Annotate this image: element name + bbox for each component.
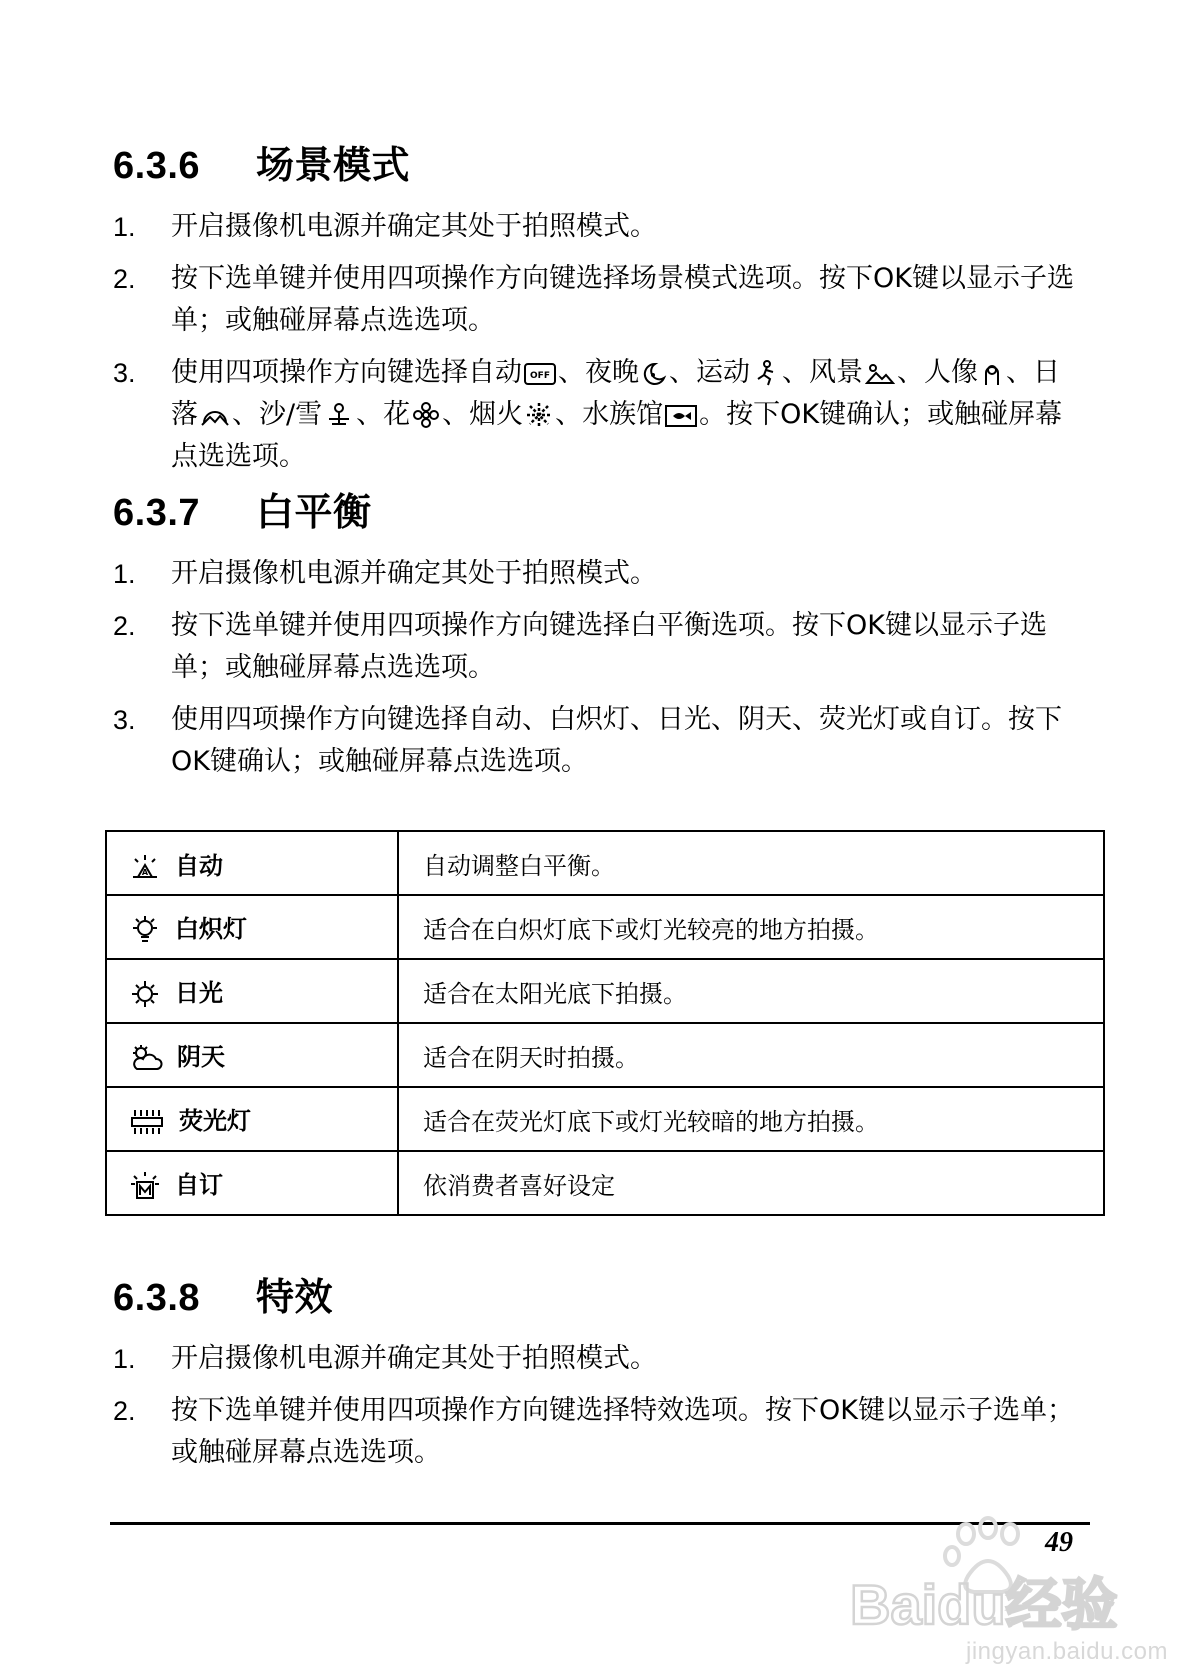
wb-daylight-icon <box>129 979 161 1009</box>
section-title-6-3-7 <box>113 481 372 536</box>
list-item: 2. 按下选单键并使用四项操作方向键选择场景模式选项。按下OK键以显示子选单；或触碰屏幕点选选项。 <box>113 263 1074 336</box>
scene-sunset-icon <box>200 403 230 429</box>
table-row: 荧光灯 适合在荧光灯底下或灯光较暗的地方拍摄。 <box>106 1087 1104 1151</box>
scene-night-icon <box>641 361 667 387</box>
svg-text:OFF: OFF <box>530 371 550 381</box>
baidu-watermark-logo <box>848 1516 1120 1636</box>
section-number: 6.3.7 <box>113 492 201 534</box>
section-title-6-3-6 <box>113 134 410 189</box>
wb-cloudy-icon <box>129 1043 163 1073</box>
page-number: 49 <box>1045 1527 1073 1558</box>
list-item: 3. 使用四项操作方向键选择自动 OFF 、夜晚 、运动 、风景 、人像 、日落 、沙/雪 、花 、烟火 、水族馆 。按下OK键确认；或触碰屏幕点选选项。 <box>113 357 1063 472</box>
wb-fluorescent-icon <box>129 1107 165 1137</box>
table-row: 自订 依消费者喜好设定 <box>106 1151 1104 1215</box>
scene-flower-icon <box>412 401 440 429</box>
scene-auto-off-icon <box>524 361 556 387</box>
wb-custom-icon <box>129 1171 161 1201</box>
section-title-6-3-8 <box>113 1266 333 1321</box>
white-balance-table <box>105 830 1105 1216</box>
section-heading: 特效 <box>256 1275 334 1319</box>
section-heading: 白平衡 <box>256 490 372 534</box>
effects-steps <box>113 1338 1083 1484</box>
table-row: 白炽灯 适合在白炽灯底下或灯光较亮的地方拍摄。 <box>106 895 1104 959</box>
watermark-url: jingyan.baidu.com <box>966 1638 1168 1665</box>
list-item: 1. 开启摄像机电源并确定其处于拍照模式。 <box>113 1343 657 1374</box>
wb-auto-icon <box>129 853 161 881</box>
section-heading: 场景模式 <box>256 143 411 187</box>
white-balance-steps <box>113 553 1083 793</box>
list-item: 3. 使用四项操作方向键选择自动、白炽灯、日光、阴天、荧光灯或自订。按下OK键确认；或触碰屏幕点选选项。 <box>113 704 1062 777</box>
scene-portrait-icon <box>980 359 1004 387</box>
section-number: 6.3.6 <box>113 145 201 187</box>
list-item: 1. 开启摄像机电源并确定其处于拍照模式。 <box>113 558 657 589</box>
wb-incandescent-icon <box>129 915 161 945</box>
scene-fireworks-icon <box>525 401 553 429</box>
scene-sport-icon <box>752 359 780 387</box>
list-item: 2. 按下选单键并使用四项操作方向键选择白平衡选项。按下OK键以显示子选单；或触碰屏幕点选选项。 <box>113 610 1047 683</box>
scene-mode-steps <box>113 206 1083 488</box>
list-item: 1. 开启摄像机电源并确定其处于拍照模式。 <box>113 211 657 242</box>
table-row: 阴天 适合在阴天时拍摄。 <box>106 1023 1104 1087</box>
table-row: 日光 适合在太阳光底下拍摄。 <box>106 959 1104 1023</box>
list-item: 2. 按下选单键并使用四项操作方向键选择特效选项。按下OK键以显示子选单；或触碰屏幕点选选项。 <box>113 1395 1074 1468</box>
scene-landscape-icon <box>865 361 895 387</box>
svg-text:A: A <box>141 867 149 877</box>
section-number: 6.3.8 <box>113 1277 201 1319</box>
table-row: A 自动 自动调整白平衡。 <box>106 831 1104 895</box>
scene-sand-snow-icon <box>324 401 354 429</box>
svg-text:Baidu经验: Baidu经验 <box>850 1573 1118 1636</box>
scene-aquarium-icon <box>665 403 697 429</box>
